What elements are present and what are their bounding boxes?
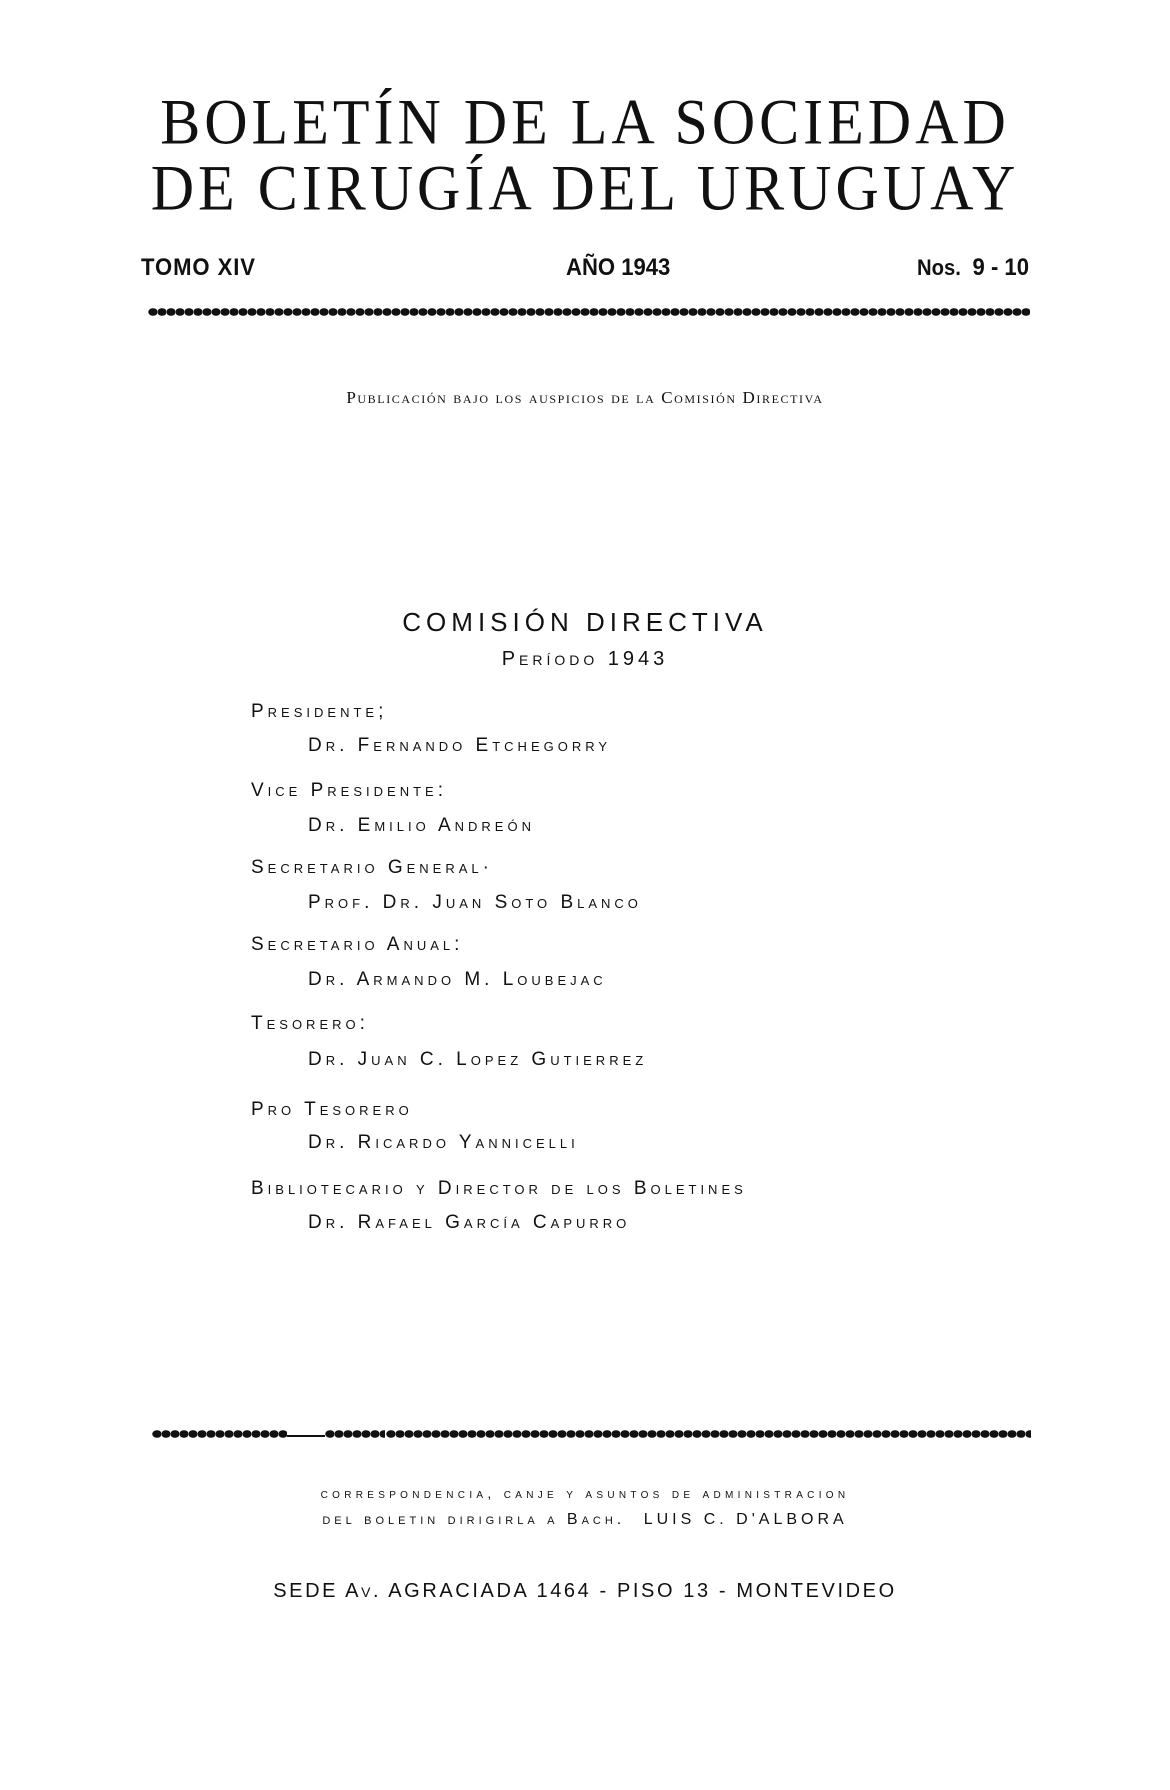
issue-number-prefix: Nos. [917,255,961,280]
officer-name-pro-treasurer: Dr. Ricardo Yannicelli [308,1132,579,1153]
officer-name-president: Dr. Fernando Etchegorry [308,735,612,756]
journal-title-line-2: DE CIRUGÍA DEL URUGUAY [150,152,1020,224]
officer-name-annual-secretary: Dr. Armando M. Loubejac [308,969,607,990]
correspondence-line-2 [0,1511,1170,1529]
ornamental-rule-top [148,308,1030,316]
board-period: Período 1943 [501,648,669,670]
volume-label: TOMO XIV [141,254,256,281]
board-heading: COMISIÓN DIRECTIVA [402,607,768,637]
officer-role-pro-treasurer: Pro Tesorero [251,1099,413,1120]
officer-role-president: Presidente; [251,701,388,722]
officer-name-librarian-director: Dr. Rafael García Capurro [308,1212,631,1233]
officer-role-treasurer: Tesorero: [251,1013,369,1034]
correspondence-contact-name: LUIS C. D'ALBORA [643,1511,848,1528]
correspondence-line-1: correspondencia, canje y asuntos de administracion [320,1485,850,1501]
officer-role-general-secretary: Secretario General· [251,857,493,878]
issue-number-value: 9 - 10 [972,254,1029,281]
officer-role-annual-secretary: Secretario Anual: [251,934,464,955]
officer-role-librarian-director: Bibliotecario y Director de los Boletines [251,1178,747,1199]
publication-note: Publicación bajo los auspicios de la Comisión Directiva [346,388,824,407]
officer-name-general-secretary: Prof. Dr. Juan Soto Blanco [308,892,642,913]
officer-name-vice-president: Dr. Emilio Andreón [308,815,535,836]
issue-number [917,256,1029,280]
journal-title-line-1: BOLETÍN DE LA SOCIEDAD [160,86,1010,158]
year-label: AÑO 1943 [566,254,671,281]
officer-name-treasurer: Dr. Juan C. Lopez Gutierrez [308,1049,648,1070]
correspondence-line-2-prefix: del boletin dirigirla a Bach. [322,1511,626,1528]
headquarters-address: SEDE Av. AGRACIADA 1464 - PISO 13 - MONTEVIDEO [273,1580,897,1602]
officer-role-vice-president: Vice Presidente: [251,780,447,801]
